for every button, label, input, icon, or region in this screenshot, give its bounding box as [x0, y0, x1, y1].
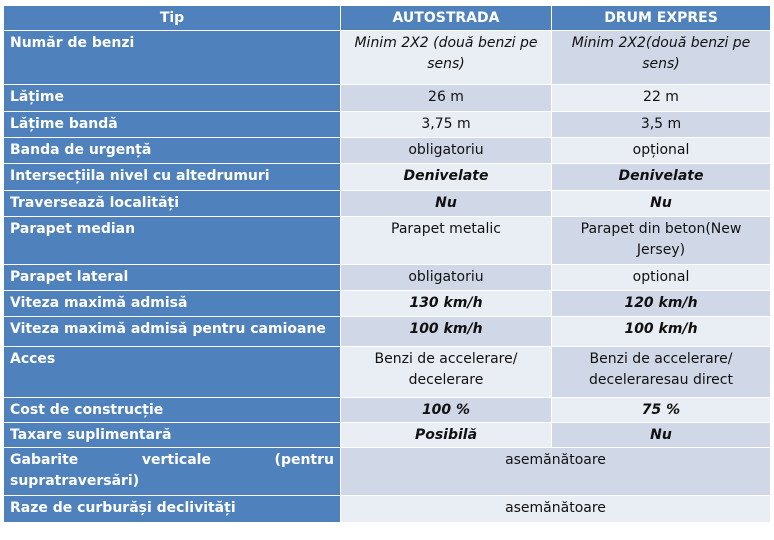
cell-drum-expres: Nu: [552, 191, 771, 217]
cell-autostrada: Parapet metalic: [341, 217, 552, 265]
row-label-line: Gabarite verticale (pentru: [10, 452, 334, 468]
table-row: [4, 112, 771, 138]
cell-drum-expres: opțional: [552, 138, 771, 164]
cell-autostrada: 130 km/h: [341, 291, 552, 317]
table-row: [4, 191, 771, 217]
table-row: [4, 291, 771, 317]
cell-autostrada: 3,75 m: [341, 112, 552, 138]
cell-autostrada: Nu: [341, 191, 552, 217]
cell-drum-expres: 75 %: [552, 398, 771, 423]
comparison-table: [3, 5, 771, 523]
row-label: Acces: [4, 347, 341, 398]
cell-drum-expres: Benzi de accelerare/ deceleraresau direct: [552, 347, 771, 398]
row-label: Banda de urgență: [4, 138, 341, 164]
header-autostrada: AUTOSTRADA: [341, 6, 552, 31]
row-label: Traversează localități: [4, 191, 341, 217]
table-row: [4, 138, 771, 164]
table-row: [4, 347, 771, 398]
cell-drum-expres: 22 m: [552, 85, 771, 112]
cell-drum-expres: Nu: [552, 423, 771, 448]
cell-autostrada: 26 m: [341, 85, 552, 112]
cell-merged: asemănătoare: [341, 448, 771, 496]
table-row: [4, 164, 771, 191]
cell-autostrada: Posibilă: [341, 423, 552, 448]
row-label-line: supratraversări): [10, 473, 140, 489]
row-label: Număr de benzi: [4, 31, 341, 85]
row-label: Viteza maximă admisă: [4, 291, 341, 317]
cell-autostrada: Minim 2X2 (două benzi pe sens): [341, 31, 552, 85]
cell-drum-expres: Minim 2X2(două benzi pe sens): [552, 31, 771, 85]
row-label: Taxare suplimentară: [4, 423, 341, 448]
cell-drum-expres: Parapet din beton(New Jersey): [552, 217, 771, 265]
table-row: [4, 317, 771, 347]
cell-drum-expres: Denivelate: [552, 164, 771, 191]
cell-autostrada: 100 %: [341, 398, 552, 423]
row-label: Lățime: [4, 85, 341, 112]
cell-drum-expres: 100 km/h: [552, 317, 771, 347]
row-label: Lățime bandă: [4, 112, 341, 138]
cell-autostrada: 100 km/h: [341, 317, 552, 347]
cell-merged: asemănătoare: [341, 496, 771, 523]
header-row: [4, 6, 771, 31]
cell-autostrada: obligatoriu: [341, 265, 552, 291]
table-row: [4, 423, 771, 448]
cell-drum-expres: 3,5 m: [552, 112, 771, 138]
table-row: [4, 398, 771, 423]
row-label: Parapet median: [4, 217, 341, 265]
cell-autostrada: obligatoriu: [341, 138, 552, 164]
header-tip: Tip: [4, 6, 341, 31]
table-row: [4, 496, 771, 523]
row-label: Cost de construcție: [4, 398, 341, 423]
cell-autostrada: Denivelate: [341, 164, 552, 191]
row-label: [4, 448, 341, 496]
row-label: Raze de curburăși declivități: [4, 496, 341, 523]
header-drum-expres: DRUM EXPRES: [552, 6, 771, 31]
row-label: Intersecțiila nivel cu altedrumuri: [4, 164, 341, 191]
cell-drum-expres: optional: [552, 265, 771, 291]
table-row: [4, 217, 771, 265]
cell-autostrada: Benzi de accelerare/ decelerare: [341, 347, 552, 398]
row-label: Viteza maximă admisă pentru camioane: [4, 317, 341, 347]
table-row: [4, 85, 771, 112]
table-row: [4, 265, 771, 291]
row-label: Parapet lateral: [4, 265, 341, 291]
table-row: [4, 31, 771, 85]
table-row: [4, 448, 771, 496]
cell-drum-expres: 120 km/h: [552, 291, 771, 317]
